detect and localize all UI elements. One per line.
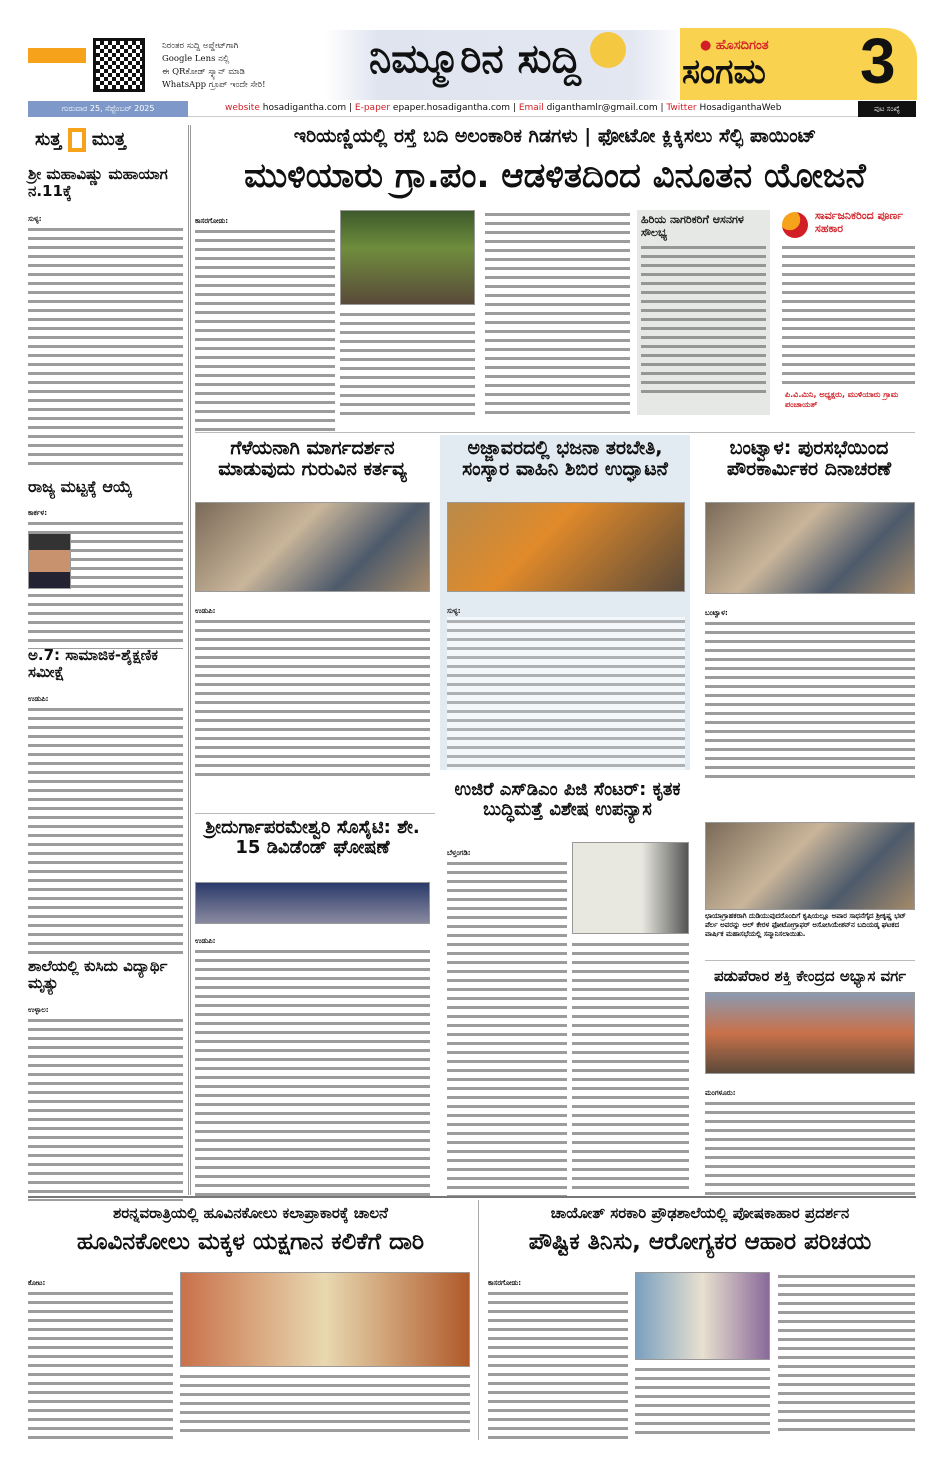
qr-code[interactable]: [93, 38, 145, 92]
divider: [195, 813, 435, 814]
email-label: Email: [518, 103, 544, 113]
story-photo-nutrition: [635, 1272, 770, 1360]
dateline: ಬೆಳ್ತಂಗಡಿ:: [447, 849, 471, 857]
section-logo-part: ಸುತ್ತ: [35, 129, 62, 150]
photo-caption: ಛಾಯಾಗ್ರಾಹಕರಾಗಿ ದುಡಿಯುವುದರೊಂದಿಗೆ ಕೃಷಿಯಲ್ಲೂ ಅಪಾರ ಸಾಧನೆಗೈದ ಶ್ರೀಕೃಷ್ಣ ಭಟ್ ಪೆರ್ಲ ಅವರನ್ನು ಆಲ್ ಕೇರಳ ಫೋಟೋಗ್ರಾಫರ್ ಅಸೋಸಿಯೇಶನ್‌ನ ಬದಿಯಡ್ಕ ಘಟಕದ ವಾರ್ಷಿಕ ಮಹಾಸಭೆಯಲ್ಲಿ ಸನ್ಮಾನಿಸಲಾಯಿತು.: [705, 912, 906, 938]
story-body-col2: [572, 940, 689, 1190]
story-headline: ಶ್ರೀ ಮಹಾವಿಷ್ಣು ಮಹಾಯಾಗ ನ.11ಕ್ಕೆ: [28, 165, 168, 201]
qr-line: Google Lens ನಲ್ಲಿ: [162, 54, 230, 64]
section-title: ಸಂಗಮ: [682, 52, 766, 92]
lead-headline: ಮುಳಿಯಾರು ಗ್ರಾ.ಪಂ. ಆಡಳಿತದಿಂದ ವಿನೂತನ ಯೋಜನೆ: [244, 156, 866, 196]
bottom-headline: ಹೂವಿನಕೋಲು ಮಕ್ಕಳ ಯಕ್ಷಗಾನ ಕಲಿಕೆಗೆ ದಾರಿ: [76, 1229, 425, 1255]
brand-name: ಹೊಸದಿಗಂತ: [715, 38, 769, 53]
brand-logo: ● ಹೊಸದಿಗಂತ: [700, 38, 769, 53]
story-body: [447, 598, 685, 763]
qr-line: ನಿರಂತರ ಸುದ್ದಿ ಅಪ್ಡೇಟ್‌ಗಾಗಿ: [162, 41, 239, 51]
story-headline: ಪಡುಪೆರಾರ ಶಕ್ತಿ ಕೇಂದ್ರದ ಅಭ್ಯಾಸ ವರ್ಗ: [713, 967, 907, 985]
twitter-label: Twitter: [666, 103, 697, 113]
story-body: [195, 928, 430, 1190]
story-photo-society: [195, 882, 430, 924]
dateline: ಕೋಟ:: [28, 1279, 46, 1287]
dateline: ಕಾಸರಗೋಡು:: [488, 1279, 522, 1287]
masthead-title: ನಿಮ್ಮೂರಿನ ಸುದ್ದಿ: [369, 36, 581, 82]
dateline: ಕಾರ್ಕಳ:: [28, 509, 47, 517]
quote-icon: [782, 212, 808, 238]
student-photo: [28, 533, 71, 589]
lead-kicker: ಇರಿಯಣ್ಣಿಯಲ್ಲಿ ರಸ್ತೆ ಬದಿ ಅಲಂಕಾರಿಕ ಗಿಡಗಳು | ಫೋಟೋ ಕ್ಲಿಕ್ಕಿಸಲು ಸೆಲ್ಫಿ ಪಾಯಿಂಟ್: [293, 125, 817, 147]
bottom-headline: ಪೌಷ್ಟಿಕ ತಿನಿಸು, ಆರೋಗ್ಯಕರ ಆಹಾರ ಪರಿಚಯ: [528, 1229, 872, 1255]
sidebar-title: ಹಿರಿಯ ನಾಗರಿಕರಿಗೆ ಆಸನಗಳ ಸೌಲಭ್ಯ: [641, 213, 744, 239]
page-label: ಪುಟ ಸಂಖ್ಯೆ: [858, 101, 916, 117]
story-headline: ರಾಜ್ಯ ಮಟ್ಟಕ್ಕೆ ಆಯ್ಕೆ: [28, 477, 133, 496]
dateline: ಸುಳ್ಯ:: [447, 607, 461, 615]
column-divider: [478, 1200, 479, 1440]
bottom-kicker: ಚಾಯೋತ್ ಸರಕಾರಿ ಪ್ರೌಢಶಾಲೆಯಲ್ಲಿ ಪೋಷಕಾಹಾರ ಪ್ರದರ್ಶನ: [550, 1204, 850, 1222]
dateline: ಮಂಗಳೂರು:: [705, 1089, 736, 1097]
dateline: ಸುಳ್ಯ:: [28, 215, 42, 223]
column-divider: [188, 125, 191, 1195]
story-photo-workers: [705, 502, 915, 594]
quote-attribution: ಪಿ.ವಿ.ಮಿನಿ, ಅಧ್ಯಕ್ಷರು, ಮುಳಿಯಾರು ಗ್ರಾಮ ಪಂಚಾಯತ್: [785, 390, 899, 409]
dateline: ಉಳ್ಳಾಲ:: [28, 1006, 49, 1014]
door-icon: [68, 128, 86, 152]
page-number: 3: [860, 25, 896, 97]
twitter-link[interactable]: HosadiganthaWeb: [699, 103, 782, 113]
divider: [28, 1196, 916, 1198]
bottom-kicker: ಶರನ್ನವರಾತ್ರಿಯಲ್ಲಿ ಹೂವಿನಕೋಲು ಕಲಾಪ್ರಾಕಾರಕ್ಕೆ ಚಾಲನೆ: [112, 1204, 389, 1222]
sidebar-seniors: [637, 210, 770, 415]
story-body: [28, 997, 183, 1192]
story-photo-yakshagana: [180, 1272, 470, 1367]
dateline: ಕಾಸರಗೋಡು:: [195, 217, 229, 225]
story-body-col2: [180, 1372, 470, 1434]
masthead-accent-bar: [28, 48, 86, 63]
lead-body-col2: [340, 310, 475, 420]
sidebar-quote-body: [782, 243, 915, 388]
story-headline: ಗೆಳೆಯನಾಗಿ ಮಾರ್ಗದರ್ಶನ ಮಾಡುವುದು ಗುರುವಿನ ಕರ್ತವ್ಯ: [218, 437, 407, 480]
contact-links: website hosadigantha.com | E-paper epaper.hosadigantha.com | Email diganthamlr@gmail.com | Twitter HosadiganthaWeb: [225, 103, 782, 113]
divider: [195, 432, 915, 433]
lead-body-col1: [195, 208, 335, 423]
website-label: website: [225, 103, 260, 113]
story-photo-teachers: [195, 502, 430, 592]
story-body: [705, 1080, 915, 1190]
section-logo: [35, 128, 126, 152]
story-body: [28, 206, 183, 456]
story-body: [195, 598, 430, 770]
story-body: [28, 1270, 173, 1435]
story-body: [447, 840, 567, 1190]
lead-body-col3: [485, 210, 630, 420]
dateline: ಉಡುಪಿ:: [195, 607, 216, 615]
lead-photo-plants: [340, 210, 475, 305]
dateline: ಉಡುಪಿ:: [28, 695, 49, 703]
epaper-label: E-paper: [354, 103, 391, 113]
website-link[interactable]: hosadigantha.com: [262, 103, 347, 113]
story-photo-bhajana: [447, 502, 685, 592]
story-body: [705, 600, 915, 770]
story-headline: ಶ್ರೀದುರ್ಗಾಪರಮೇಶ್ವರಿ ಸೊಸೈಟಿ: ಶೇ. 15 ಡಿವಿಡೆಂಡ್ ಘೋಷಣೆ: [205, 817, 420, 858]
section-logo-part: ಮುತ್ತ: [91, 129, 126, 150]
story-headline: ಅ.7: ಸಾಮಾಜಿಕ-ಶೈಕ್ಷಣಿಕ ಸಮೀಕ್ಷೆ: [28, 646, 158, 682]
epaper-link[interactable]: epaper.hosadigantha.com: [392, 103, 511, 113]
story-body: [28, 686, 183, 951]
story-body: [488, 1270, 628, 1435]
story-headline: ಶಾಲೆಯಲ್ಲಿ ಕುಸಿದು ವಿದ್ಯಾರ್ಥಿ ಮೃತ್ಯು: [28, 957, 168, 993]
story-body-col3: [778, 1272, 915, 1435]
sidebar-quote-title: ಸಾರ್ವಜನಿಕರಿಂದ ಪೂರ್ಣ ಸಹಕಾರ: [815, 209, 903, 235]
dateline: ಉಡುಪಿ:: [195, 937, 216, 945]
story-photo-camp: [705, 992, 915, 1074]
date-label: ಗುರುವಾರ 25, ಸೆಪ್ಟೆಂಬರ್ 2025: [28, 101, 188, 117]
story-headline: ಅಜ್ಜಾವರದಲ್ಲಿ ಭಜನಾ ತರಬೇತಿ, ಸಂಸ್ಕಾರ ವಾಹಿನಿ ಶಿಬಿರ ಉದ್ಘಾಟನೆ: [462, 437, 668, 480]
divider: [705, 960, 915, 961]
email-link[interactable]: diganthamlr@gmail.com: [546, 103, 658, 113]
story-headline: ಬಂಟ್ವಾಳ: ಪುರಸಭೆಯಿಂದ ಪೌರಕಾರ್ಮಿಕರ ದಿನಾಚರಣೆ: [726, 437, 892, 480]
story-headline: ಉಜಿರೆ ಎಸ್‌ಡಿಎಂ ಪಿಜಿ ಸೆಂಟರ್: ಕೃತಕ ಬುದ್ಧಿಮತ್ತೆ ವಿಶೇಷ ಉಪನ್ಯಾಸ: [454, 779, 681, 820]
story-photo-lecture: [572, 842, 689, 934]
qr-instructions: [162, 40, 266, 92]
qr-line: ಈ QRಕೋಡ್ ಸ್ಕ್ಯಾನ್ ಮಾಡಿ: [162, 67, 245, 77]
story-body-col2: [635, 1365, 770, 1435]
qr-line: WhatsApp ಗ್ರೂಪ್ ಇಂದೇ ಸೇರಿ!: [162, 80, 266, 90]
photo-felicitation: [705, 822, 915, 910]
dateline: ಬಂಟ್ವಾಳ:: [705, 609, 728, 617]
